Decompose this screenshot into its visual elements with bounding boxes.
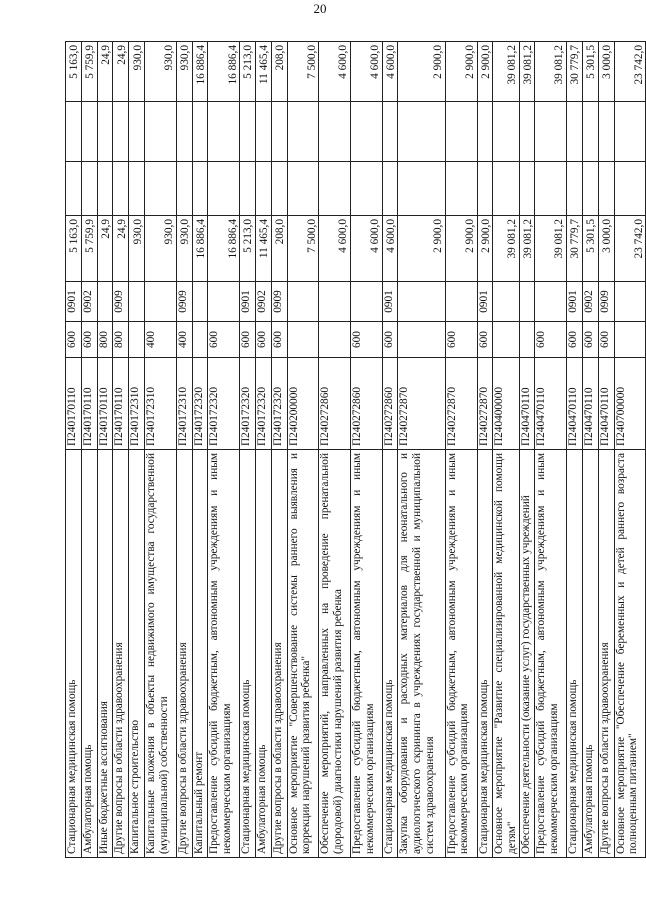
row-code-cell: П240170110 [66,358,82,450]
row-rz-cell: 0909 [113,282,129,322]
table-row [493,42,519,858]
row-code-cell: П240470110 [535,358,567,450]
row-vr-cell: 600 [350,322,382,358]
row-name-cell: Предоставление субсидий бюджетным, автономным учреждениям и иным некоммерческим организациям [208,450,240,858]
row-amount-cell: 4 600,0 [350,216,382,282]
row-empty-cell [398,162,446,216]
row-rz-cell: 0901 [66,282,82,322]
table-row [97,42,113,858]
table-row [567,42,583,858]
table-row [113,42,129,858]
table-row [382,42,398,858]
table-row [176,42,192,858]
row-empty-cell [319,162,351,216]
row-rz-cell: 0901 [567,282,583,322]
row-name-cell: Другие вопросы в области здравоохранения [271,450,287,858]
row-name-cell: Предоставление субсидий бюджетным, автономным учреждениям и иным некоммерческим организациям [535,450,567,858]
row-empty-cell [208,162,240,216]
row-rz-cell [535,282,567,322]
row-rz-cell: 0909 [598,282,614,322]
row-amount-cell: 4 600,0 [382,216,398,282]
row-empty-cell [319,102,351,162]
row-empty-cell [129,102,145,162]
row-empty-cell [113,102,129,162]
row-code-cell: П240170110 [97,358,113,450]
row-code-cell: П240400000 [493,358,519,450]
row-rz-cell: 0902 [81,282,97,322]
row-amount-cell: 3 000,0 [598,216,614,282]
row-amount-cell: 5 163,0 [66,216,82,282]
table-row [240,42,256,858]
row-total-cell: 930,0 [176,42,192,102]
row-amount-cell: 24,9 [113,216,129,282]
row-empty-cell [582,162,598,216]
row-total-cell: 5 213,0 [240,42,256,102]
row-empty-cell [477,162,493,216]
row-total-cell: 24,9 [113,42,129,102]
row-code-cell: П240470110 [519,358,535,450]
row-empty-cell [66,162,82,216]
row-amount-cell: 7 500,0 [287,216,319,282]
row-empty-cell [271,162,287,216]
rotated-page-content [65,42,645,858]
table-row [255,42,271,858]
row-empty-cell [477,102,493,162]
row-empty-cell [350,102,382,162]
row-empty-cell [535,102,567,162]
row-rz-cell [129,282,145,322]
row-empty-cell [598,102,614,162]
table-row [519,42,535,858]
table-row [445,42,477,858]
row-name-cell: Предоставление субсидий бюджетным, автономным учреждениям и иным некоммерческим организациям [350,450,382,858]
row-amount-cell: 2 900,0 [445,216,477,282]
row-name-cell: Закупка оборудования и расходных материалов для неонатального и аудиологического скрининга в учреждениях государственной и муниципальной систем здравоохранения [398,450,446,858]
row-rz-cell [614,282,646,322]
row-total-cell: 4 600,0 [319,42,351,102]
row-name-cell: Обеспечение мероприятий, направленных на проведение пренатальной (дородовой) диагностики нарушений развития ребенка [319,450,351,858]
row-empty-cell [192,162,208,216]
row-name-cell: Обеспечение деятельности (оказание услуг) государственных учреждений [519,450,535,858]
table-row [287,42,319,858]
row-name-cell: Стационарная медицинская помощь [66,450,82,858]
row-empty-cell [350,162,382,216]
row-vr-cell [614,322,646,358]
row-vr-cell: 600 [255,322,271,358]
row-code-cell: П240170110 [113,358,129,450]
row-name-cell: Основное мероприятие "Обеспечение беременных и детей раннего возраста полноценным питанием" [614,450,646,858]
row-rz-cell [208,282,240,322]
row-total-cell: 5 301,5 [582,42,598,102]
table-row [129,42,145,858]
row-total-cell: 5 759,9 [81,42,97,102]
row-rz-cell: 0909 [271,282,287,322]
row-rz-cell [97,282,113,322]
row-name-cell: Капитальный ремонт [192,450,208,858]
row-amount-cell: 5 759,9 [81,216,97,282]
row-empty-cell [113,162,129,216]
row-name-cell: Стационарная медицинская помощь [240,450,256,858]
row-code-cell: П240172320 [208,358,240,450]
row-rz-cell [519,282,535,322]
row-amount-cell: 930,0 [129,216,145,282]
row-total-cell: 2 900,0 [477,42,493,102]
row-total-cell: 39 081,2 [535,42,567,102]
row-rz-cell: 0901 [240,282,256,322]
row-total-cell: 39 081,2 [519,42,535,102]
row-empty-cell [493,162,519,216]
row-total-cell: 208,0 [271,42,287,102]
row-vr-cell: 600 [445,322,477,358]
row-amount-cell: 2 900,0 [477,216,493,282]
row-amount-cell: 39 081,2 [493,216,519,282]
row-empty-cell [582,102,598,162]
budget-table [65,41,646,858]
row-vr-cell: 600 [382,322,398,358]
table-row [477,42,493,858]
row-code-cell: П240172310 [176,358,192,450]
row-rz-cell [287,282,319,322]
row-code-cell: П240170110 [81,358,97,450]
row-name-cell: Другие вопросы в области здравоохранения [113,450,129,858]
table-row [350,42,382,858]
row-code-cell: П240272860 [382,358,398,450]
table-row [145,42,177,858]
row-empty-cell [287,162,319,216]
row-amount-cell: 11 465,4 [255,216,271,282]
row-rz-cell [350,282,382,322]
row-total-cell: 3 000,0 [598,42,614,102]
row-vr-cell [493,322,519,358]
row-total-cell: 930,0 [129,42,145,102]
row-amount-cell: 5 301,5 [582,216,598,282]
row-vr-cell [192,322,208,358]
row-vr-cell: 600 [598,322,614,358]
row-total-cell: 5 163,0 [66,42,82,102]
row-total-cell: 16 886,4 [208,42,240,102]
row-rz-cell: 0902 [582,282,598,322]
row-total-cell: 2 900,0 [398,42,446,102]
row-code-cell: П240172320 [255,358,271,450]
row-empty-cell [398,102,446,162]
row-code-cell: П240272870 [445,358,477,450]
row-total-cell: 11 465,4 [255,42,271,102]
row-amount-cell: 208,0 [271,216,287,282]
row-empty-cell [97,162,113,216]
row-vr-cell: 800 [113,322,129,358]
row-empty-cell [614,162,646,216]
row-total-cell: 24,9 [97,42,113,102]
row-amount-cell: 23 742,0 [614,216,646,282]
row-amount-cell: 39 081,2 [519,216,535,282]
table-row [614,42,646,858]
row-rz-cell [145,282,177,322]
row-code-cell: П240470110 [598,358,614,450]
row-vr-cell: 600 [271,322,287,358]
row-empty-cell [614,102,646,162]
row-empty-cell [129,162,145,216]
row-name-cell: Основное мероприятие "Развитие специализированной медицинской помощи детям" [493,450,519,858]
row-rz-cell [398,282,446,322]
row-rz-cell: 0909 [176,282,192,322]
row-name-cell: Другие вопросы в области здравоохранения [598,450,614,858]
row-empty-cell [240,102,256,162]
row-empty-cell [145,102,177,162]
row-code-cell: П240172310 [145,358,177,450]
table-row [319,42,351,858]
row-empty-cell [271,102,287,162]
row-amount-cell: 2 900,0 [398,216,446,282]
row-name-cell: Капитальное строительство [129,450,145,858]
row-empty-cell [567,102,583,162]
row-code-cell: П240470110 [582,358,598,450]
table-row [271,42,287,858]
row-rz-cell [319,282,351,322]
table-row [598,42,614,858]
row-empty-cell [208,102,240,162]
row-empty-cell [97,102,113,162]
row-empty-cell [176,102,192,162]
table-row [81,42,97,858]
row-total-cell: 930,0 [145,42,177,102]
row-amount-cell: 4 600,0 [319,216,351,282]
row-amount-cell: 930,0 [176,216,192,282]
row-vr-cell: 600 [567,322,583,358]
table-row [582,42,598,858]
row-name-cell: Амбулаторная помощь [81,450,97,858]
row-name-cell: Стационарная медицинская помощь [477,450,493,858]
row-empty-cell [176,162,192,216]
row-total-cell: 4 600,0 [350,42,382,102]
row-name-cell: Другие вопросы в области здравоохранения [176,450,192,858]
row-empty-cell [519,162,535,216]
row-vr-cell: 600 [240,322,256,358]
row-empty-cell [81,162,97,216]
row-name-cell: Амбулаторная помощь [255,450,271,858]
row-total-cell: 30 779,7 [567,42,583,102]
row-amount-cell: 30 779,7 [567,216,583,282]
page-number: 20 [313,1,327,16]
row-empty-cell [287,102,319,162]
row-empty-cell [192,102,208,162]
row-empty-cell [81,102,97,162]
row-name-cell: Иные бюджетные ассигнования [97,450,113,858]
row-empty-cell [255,102,271,162]
row-code-cell: П240272870 [477,358,493,450]
row-vr-cell [319,322,351,358]
row-empty-cell [493,102,519,162]
row-empty-cell [519,102,535,162]
row-empty-cell [535,162,567,216]
row-amount-cell: 39 081,2 [535,216,567,282]
row-rz-cell: 0901 [382,282,398,322]
row-empty-cell [382,162,398,216]
row-name-cell: Стационарная медицинская помощь [382,450,398,858]
row-empty-cell [598,162,614,216]
row-code-cell: П240272860 [319,358,351,450]
row-empty-cell [567,162,583,216]
row-code-cell: П240272860 [350,358,382,450]
row-vr-cell: 600 [81,322,97,358]
row-vr-cell: 600 [208,322,240,358]
row-amount-cell: 16 886,4 [208,216,240,282]
row-empty-cell [255,162,271,216]
row-total-cell: 23 742,0 [614,42,646,102]
row-vr-cell [129,322,145,358]
row-amount-cell: 16 886,4 [192,216,208,282]
table-row [398,42,446,858]
row-vr-cell: 600 [477,322,493,358]
row-amount-cell: 930,0 [145,216,177,282]
table-body [66,42,646,858]
row-vr-cell: 400 [145,322,177,358]
row-vr-cell [519,322,535,358]
row-amount-cell: 24,9 [97,216,113,282]
row-code-cell: П240470110 [567,358,583,450]
row-total-cell: 4 600,0 [382,42,398,102]
row-name-cell: Основное мероприятие "Совершенствование системы раннего выявления и коррекции нарушений развития ребенка" [287,450,319,858]
table-row [208,42,240,858]
row-code-cell: П240700000 [614,358,646,450]
row-code-cell: П240172320 [240,358,256,450]
row-rz-cell [445,282,477,322]
row-empty-cell [145,162,177,216]
row-name-cell: Предоставление субсидий бюджетным, автономным учреждениям и иным некоммерческим организациям [445,450,477,858]
row-vr-cell [398,322,446,358]
row-vr-cell [287,322,319,358]
row-rz-cell [192,282,208,322]
row-vr-cell: 600 [582,322,598,358]
row-amount-cell: 5 213,0 [240,216,256,282]
row-empty-cell [445,102,477,162]
row-total-cell: 7 500,0 [287,42,319,102]
row-vr-cell: 400 [176,322,192,358]
row-empty-cell [445,162,477,216]
row-name-cell: Амбулаторная помощь [582,450,598,858]
row-code-cell: П240172310 [129,358,145,450]
row-code-cell: П240172320 [271,358,287,450]
row-code-cell: П240272870 [398,358,446,450]
table-row [192,42,208,858]
row-total-cell: 39 081,2 [493,42,519,102]
row-vr-cell: 600 [535,322,567,358]
row-empty-cell [240,162,256,216]
row-vr-cell: 800 [97,322,113,358]
row-name-cell: Капитальные вложения в объекты недвижимого имущества государственной (муниципальной) собственности [145,450,177,858]
row-rz-cell: 0901 [477,282,493,322]
row-total-cell: 2 900,0 [445,42,477,102]
row-code-cell: П240200000 [287,358,319,450]
row-vr-cell: 600 [66,322,82,358]
row-empty-cell [382,102,398,162]
row-code-cell: П240172320 [192,358,208,450]
table-row [66,42,82,858]
row-total-cell: 16 886,4 [192,42,208,102]
row-empty-cell [66,102,82,162]
table-row [535,42,567,858]
row-rz-cell [493,282,519,322]
row-rz-cell: 0902 [255,282,271,322]
row-name-cell: Стационарная медицинская помощь [567,450,583,858]
